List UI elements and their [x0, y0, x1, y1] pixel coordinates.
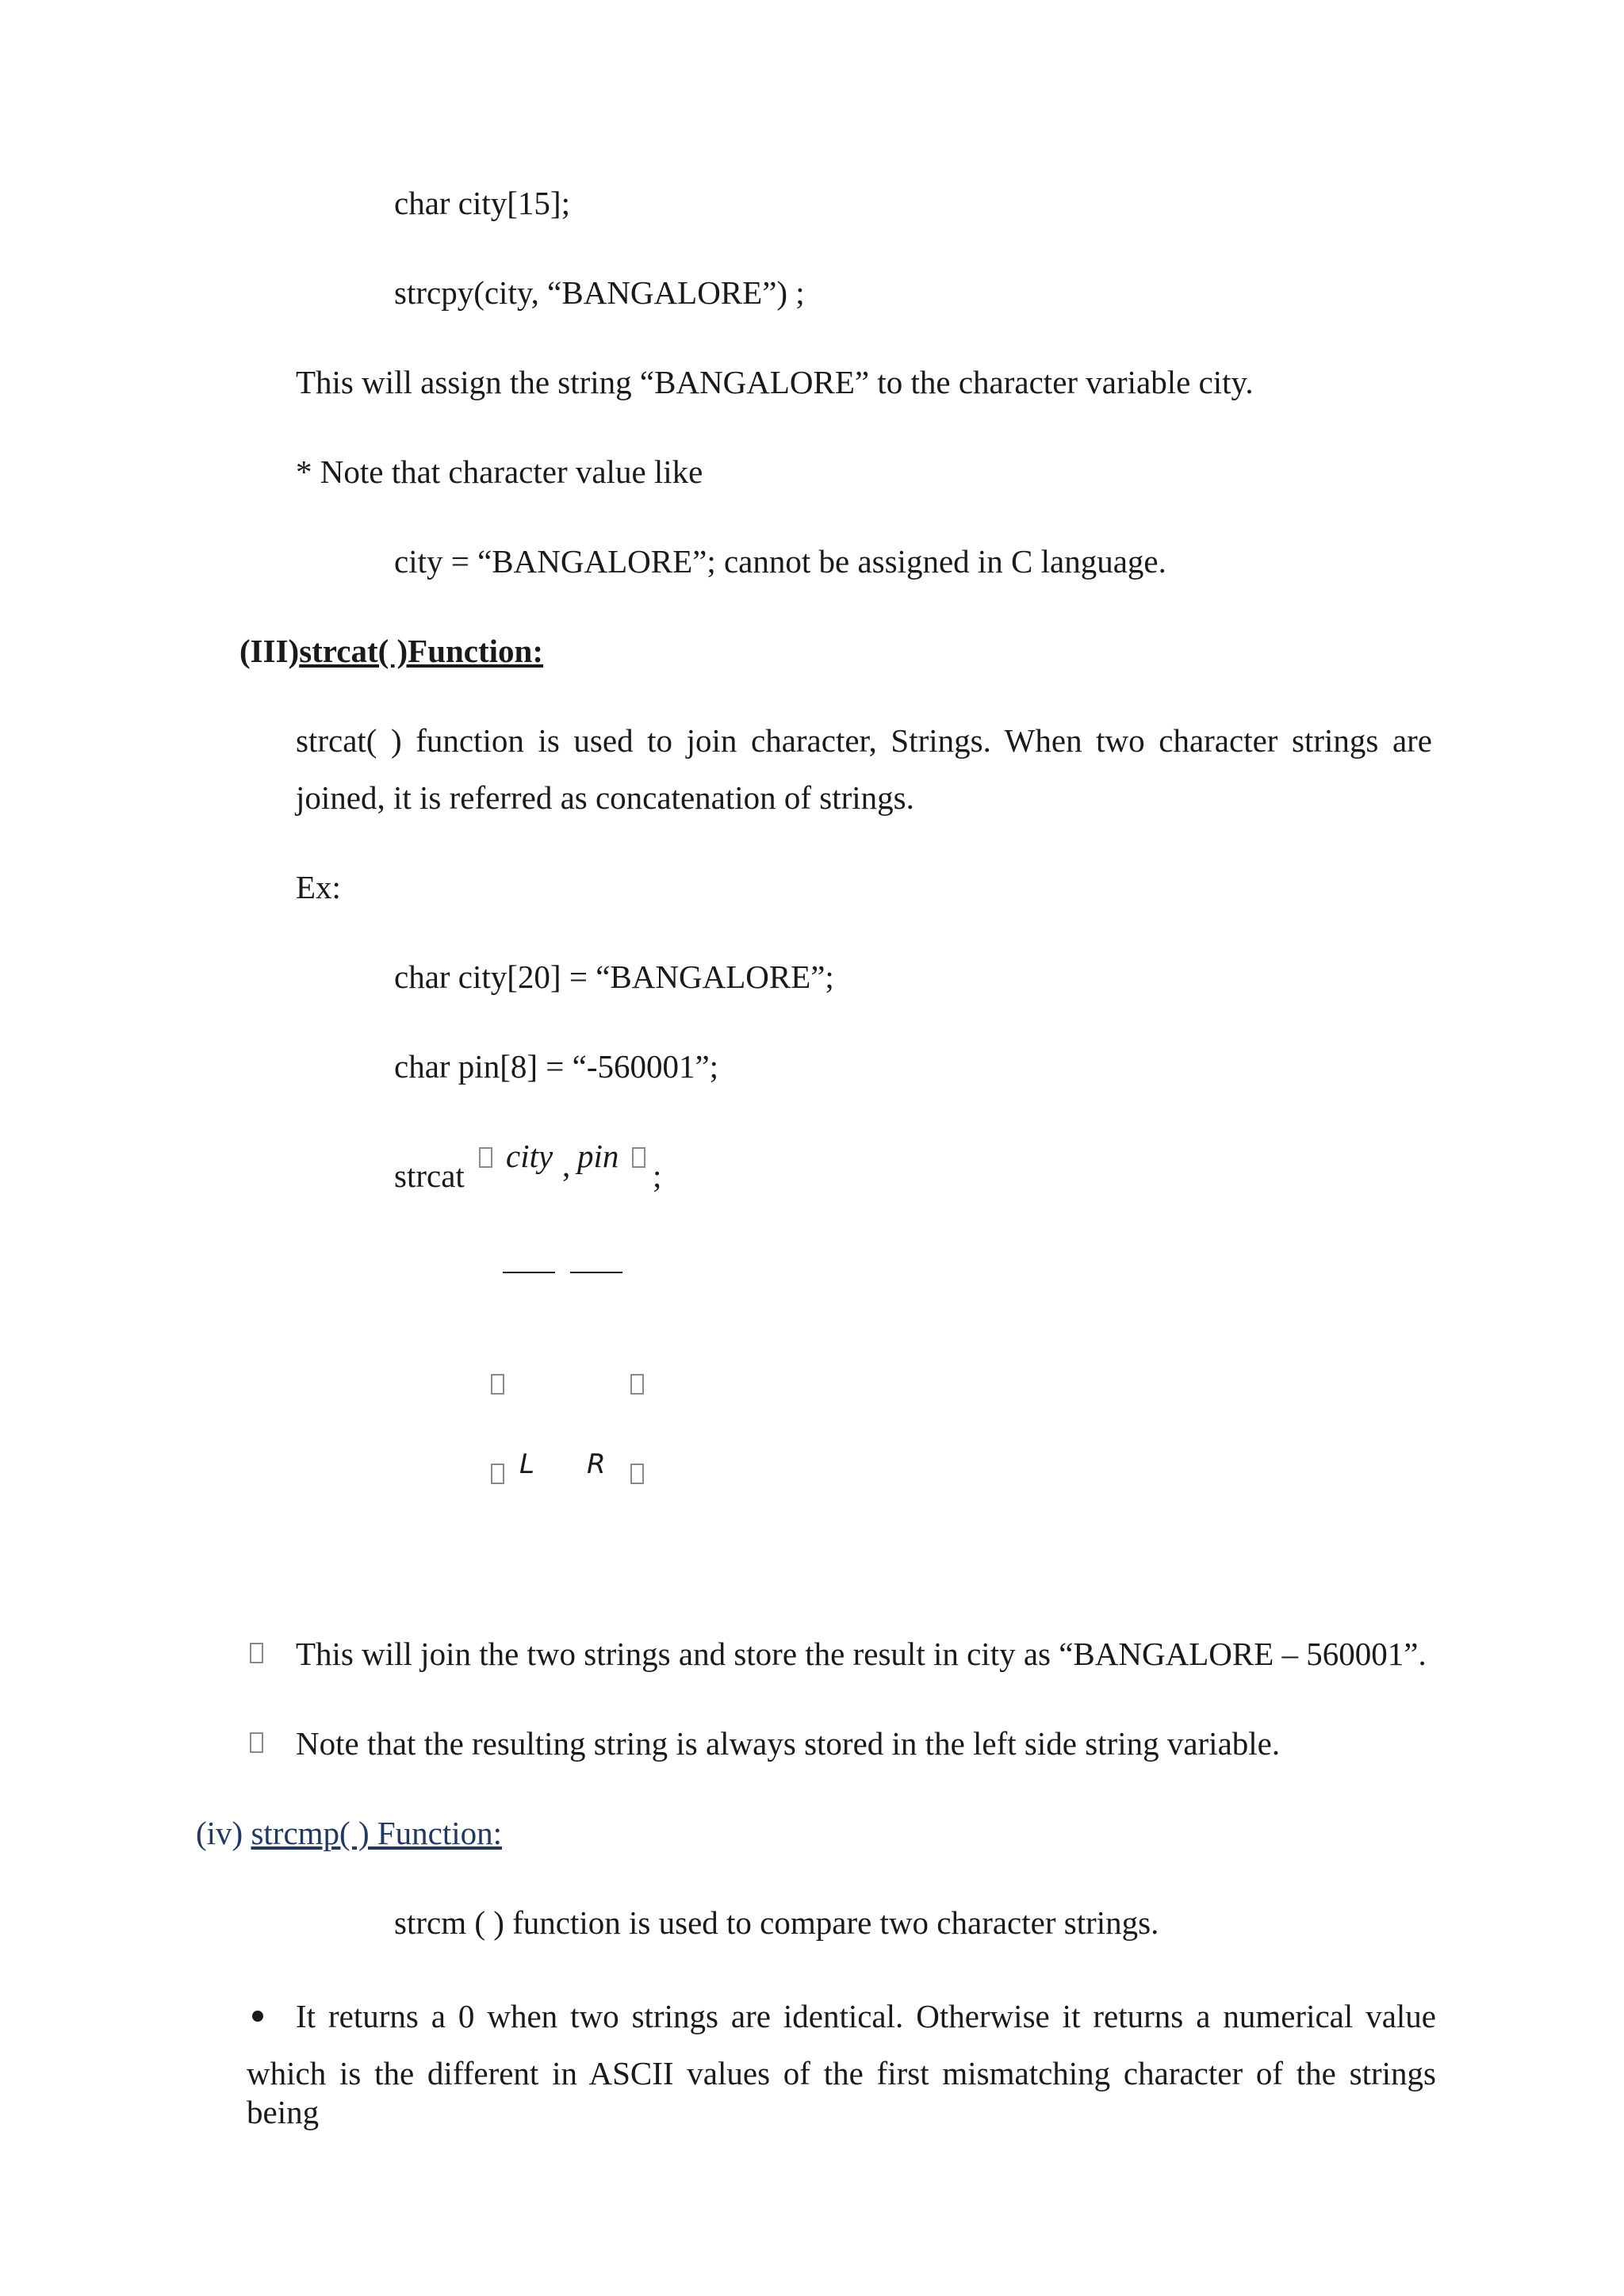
missing-glyph-icon	[632, 1147, 645, 1168]
missing-glyph-icon	[491, 1464, 504, 1484]
section-heading-strcmp	[196, 1814, 502, 1853]
strcat-arg-separator: ,	[562, 1147, 571, 1184]
strcmp-description: strcm ( ) function is used to compare two character strings.	[394, 1904, 1159, 1941]
brace-label-left: L	[519, 1448, 534, 1480]
code-line-char-city-15: char city[15];	[394, 185, 570, 221]
section-number: (iv)	[196, 1815, 251, 1851]
code-line-strcpy: strcpy(city, “BANGALORE”) ;	[394, 274, 805, 311]
paragraph-assign-string: This will assign the string “BANGALORE” to the character variable city.	[296, 364, 1254, 400]
note-line: * Note that character value like	[296, 453, 703, 490]
bullet-missing-glyph-icon	[250, 1732, 263, 1753]
strcat-call-name: strcat	[394, 1158, 465, 1194]
code-line-invalid-assignment: city = “BANGALORE”; cannot be assigned in C language.	[394, 543, 1166, 580]
example-label: Ex:	[296, 869, 341, 905]
missing-glyph-icon	[479, 1147, 492, 1168]
section-number: (III)	[239, 633, 300, 669]
bullet-dot-icon	[252, 2011, 263, 2022]
underbrace-right-dash	[570, 1272, 622, 1273]
strcat-description-line-1: strcat( ) function is used to join character, Strings. When two character strings are	[296, 722, 1432, 759]
section-title: strcmp( ) Function:	[251, 1815, 503, 1851]
strcat-arg-pin: pin	[577, 1138, 619, 1174]
code-line-char-city-20: char city[20] = “BANGALORE”;	[394, 959, 834, 995]
section-heading-strcat	[239, 632, 543, 671]
strcat-arg-city: city	[506, 1138, 553, 1174]
underbrace-left-dash	[503, 1272, 555, 1273]
bullet-left-variable-note: Note that the resulting string is always stored in the left side string variable.	[296, 1725, 1281, 1762]
code-line-char-pin: char pin[8] = “-560001”;	[394, 1048, 719, 1085]
strcmp-returns-line-1: It returns a 0 when two strings are identical. Otherwise it returns a numerical value	[296, 1998, 1436, 2034]
strcat-description-line-2: joined, it is referred as concatenation of strings.	[296, 779, 914, 816]
brace-label-right: R	[587, 1448, 606, 1480]
missing-glyph-icon	[630, 1464, 644, 1484]
missing-glyph-icon	[491, 1374, 504, 1395]
strcmp-returns-line-2: which is the different in ASCII values of the first mismatching character of the strings being	[247, 2055, 1436, 2131]
section-title: strcat( )Function:	[299, 633, 544, 669]
strcat-semicolon: ;	[653, 1158, 662, 1194]
bullet-missing-glyph-icon	[250, 1643, 263, 1663]
missing-glyph-icon	[630, 1374, 644, 1395]
bullet-join-result: This will join the two strings and store the result in city as “BANGALORE – 560001”.	[296, 1636, 1427, 1672]
